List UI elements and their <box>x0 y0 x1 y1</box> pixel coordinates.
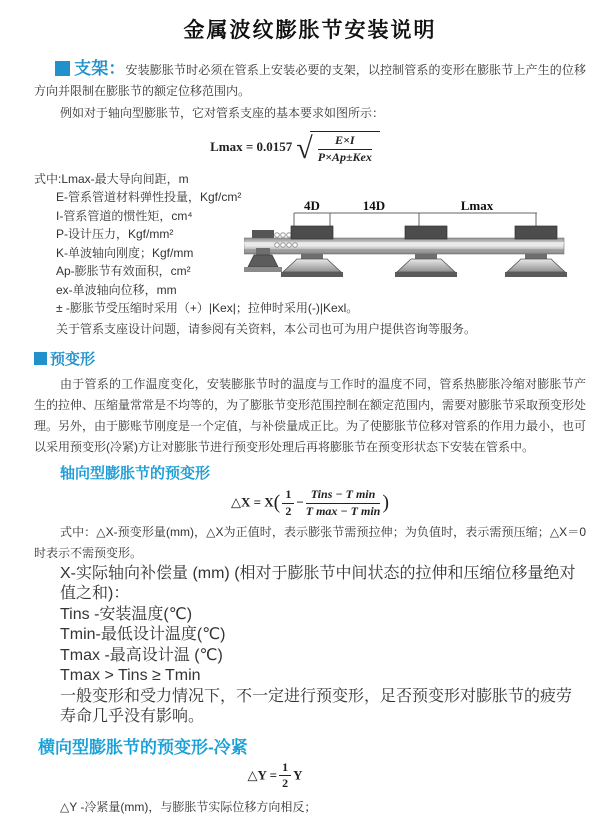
predeform-body-text: 由于管系的工作温度变化，安装膨胀节时的温度与工作时的温度不同，管系热膨胀冷缩对膨胀节产生的拉伸、压缩量常常是不均等的，为了膨胀节变形范围控制在额定范围内，需要对膨胀节采取预变形处理。另外，由于膨账节刚度是一个定值，与补偿量成正比。为了使膨胀节位移对管系的作用力最小，也可以采用预变形(冷紧)方让对膨胀节进行预变形处理后再将膨胀节在预变形状态下安装在管系中。 <box>34 377 587 455</box>
dim-label-lmax: Lmax <box>460 199 494 213</box>
definition-line: Ap-膨胀节有效面积，cm² <box>56 264 191 279</box>
axial-item: Tmax > Tins ≥ Tmin <box>60 667 201 685</box>
lateral-subheading: 横向型膨胀节的预变形-冷紧 <box>38 737 248 757</box>
fraction-numerator: 1 <box>282 488 294 504</box>
fraction-half <box>282 488 294 519</box>
axial-item: Tmin-最低设计温度(℃) <box>60 626 226 644</box>
support-note: 关于管系支座设计问题，请参阅有关资料，本公司也可为用户提供咨询等服务。 <box>56 321 477 336</box>
support-intro-text: 安装膨胀节时必须在管系上安装必要的支架，以控制管系的变形在膨胀节上产生的位移方向并限制在膨胀节的额定位移范围内。 <box>34 63 587 98</box>
axial-item: X-实际轴向补偿量 (mm) (相对于膨胀节中间状态的拉伸和压缩位移量绝对值之和)： <box>60 564 576 603</box>
definition-line: K-单波轴向刚度；Kgf/mm <box>56 245 194 260</box>
definition-line: 式中:Lmax-最大导向间距，m <box>34 171 189 186</box>
fraction-temperature <box>306 488 381 519</box>
lmax-formula <box>34 131 556 165</box>
fraction-numerator: E×I <box>318 134 372 150</box>
axial-items-block <box>34 564 586 728</box>
close-paren: ) <box>382 491 390 514</box>
page-title: 金属波纹膨胀节安装说明 <box>183 19 437 42</box>
axial-item: 一般变形和受力情况下，不一定进行预变形，足否预变形对膨胀节的疲劳寿命几乎没有影响。 <box>60 687 573 726</box>
section-marker-icon <box>34 352 47 365</box>
fraction-denominator: 2 <box>282 776 289 791</box>
minus-sign: − <box>296 494 304 510</box>
fraction-denominator: 2 <box>285 503 292 518</box>
definition-line: ex-单波轴向位移，mm <box>56 282 177 297</box>
formula-rhs: Y <box>293 766 303 782</box>
support-example-text: 例如对于轴向型膨胀节，它对管系支座的基本要求如图所示： <box>60 106 385 120</box>
formula-lhs: △Y = <box>247 766 278 782</box>
lateral-formula <box>34 761 516 792</box>
axial-item: Tins -安装温度(℃) <box>60 605 193 623</box>
support-intro-paragraph <box>34 58 586 102</box>
fraction-denominator: T max − T min <box>305 503 381 518</box>
support-section-heading <box>55 59 126 78</box>
predeform-section-heading <box>34 348 586 369</box>
radical-sign-icon: √ <box>296 131 313 165</box>
predeform-heading-label: 预变形 <box>50 351 96 369</box>
dim-label-4d: 4D <box>304 199 320 213</box>
pipe-support-diagram <box>244 200 589 296</box>
axial-subheading: 轴向型膨胀节的预变形 <box>60 465 211 483</box>
fraction-numerator: Tins − T min <box>306 488 381 504</box>
fraction-numerator: 1 <box>279 761 291 777</box>
definitions-block <box>34 170 586 339</box>
axial-item: Tmax -最高设计温 (℃) <box>60 646 223 664</box>
definition-line: ± -膨胀节受压缩时采用（+）|Kex|；拉伸时采用(-)|Kexl。 <box>56 301 359 316</box>
lateral-explain-text: △Y -冷紧量(mm)，与膨胀节实际位移方向相反； <box>60 800 317 815</box>
formula-lhs: △X = X <box>230 494 274 510</box>
open-paren: ( <box>273 491 281 514</box>
fraction <box>318 134 372 165</box>
section-marker-icon <box>55 61 70 76</box>
support-diagram <box>244 200 589 296</box>
definition-line: I-管系管道的惯性矩，cm⁴ <box>56 208 193 223</box>
dim-label-14d: 14D <box>362 199 386 213</box>
fraction-half <box>279 761 291 792</box>
axial-formula <box>34 488 586 519</box>
fraction-denominator: P×Ap±Kex <box>317 149 372 164</box>
definition-line: E-管系管道材料弹性投量，Kgf/cm² <box>56 190 242 205</box>
pipe <box>244 238 564 254</box>
support-heading-label: 支架： <box>74 59 126 78</box>
radical-expression <box>296 131 380 165</box>
definition-line: P-设计压力，Kgf/mm² <box>56 227 174 242</box>
formula-lhs: Lmax = 0.0157 <box>210 138 293 154</box>
radical-body <box>310 131 380 165</box>
axial-explain-text: 式中：△X-预变形量(mm)，△X为正值时，表示膨张节需预拉伸；为负值时，表示需预压缩；△X＝0时表示不需预变形。 <box>34 524 586 560</box>
